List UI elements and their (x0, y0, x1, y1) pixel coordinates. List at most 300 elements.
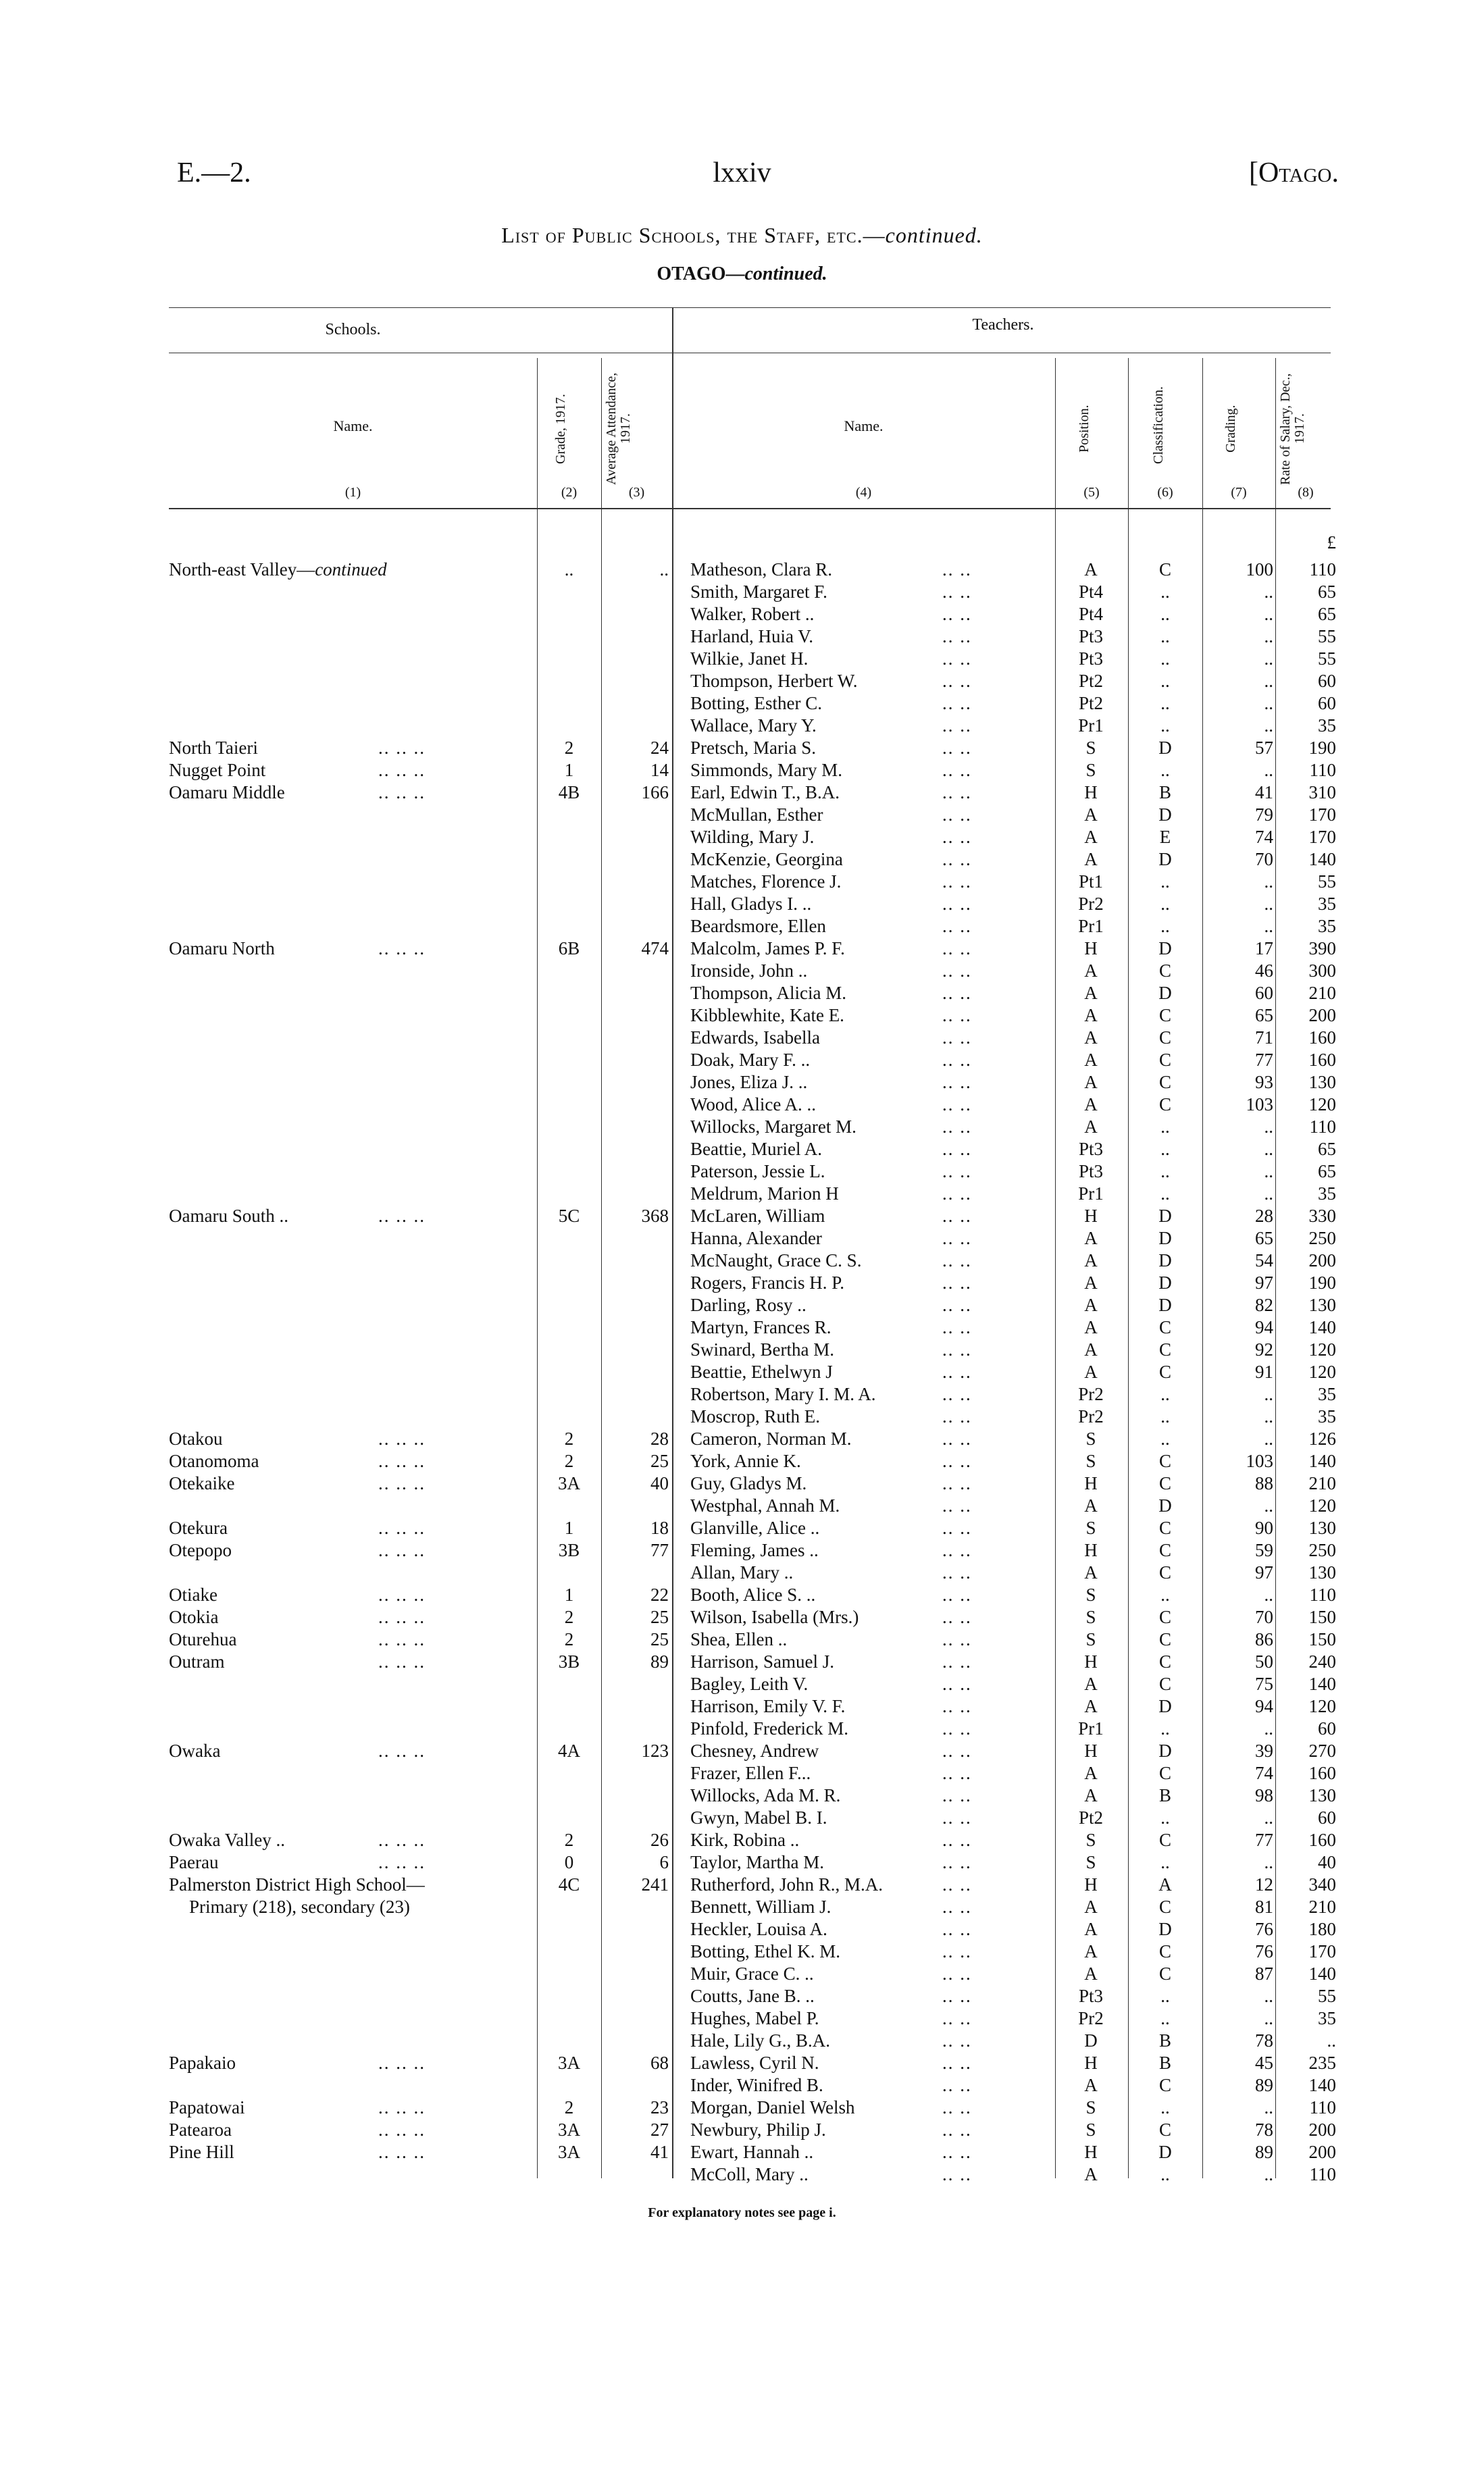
grading-value: .. (1264, 760, 1273, 780)
teacher-name: Muir, Grace C. .. (690, 1964, 814, 1984)
salary-value: 160 (1308, 1763, 1336, 1783)
leader-dots: .. .. .. (378, 1629, 426, 1649)
position-value: H (1084, 1741, 1098, 1761)
position-value: A (1084, 1005, 1098, 1025)
salary-value: 60 (1318, 693, 1336, 713)
grade-value: 2 (564, 1607, 574, 1627)
position-value: Pr1 (1078, 1183, 1104, 1204)
position-value: A (1084, 1897, 1098, 1917)
classification-value: D (1158, 1495, 1172, 1516)
position-value: A (1084, 1050, 1098, 1070)
grading-value: .. (1264, 2097, 1273, 2118)
grading-value: .. (1264, 1429, 1273, 1449)
position-value: Pt1 (1078, 871, 1104, 892)
teacher-name: Kirk, Robina .. (690, 1830, 800, 1850)
salary-value: 120 (1308, 1339, 1336, 1360)
leader-dots: .. .. .. (378, 938, 426, 958)
position-value: S (1085, 1830, 1096, 1850)
teacher-name: Fleming, James .. (690, 1540, 819, 1560)
salary-value: .. (1327, 2030, 1336, 2051)
classification-value: D (1158, 1273, 1172, 1293)
salary-value: 140 (1308, 2075, 1336, 2095)
leader-dots: .. .. (942, 1741, 972, 1761)
table-row (0, 1094, 1484, 1116)
table-row (0, 737, 1484, 759)
teacher-name: Moscrop, Ruth E. (690, 1406, 820, 1427)
salary-value: 140 (1308, 1964, 1336, 1984)
leader-dots: .. .. (942, 1295, 972, 1315)
table-row (0, 1316, 1484, 1339)
leader-dots: .. .. (942, 827, 972, 847)
grading-value: 81 (1255, 1897, 1273, 1917)
position-value: Pt3 (1078, 1986, 1104, 2006)
position-value: S (1085, 1429, 1096, 1449)
grading-value: 46 (1255, 960, 1273, 981)
grading-value: 78 (1255, 2030, 1273, 2051)
grading-value: 39 (1255, 1741, 1273, 1761)
salary-value: 130 (1308, 1072, 1336, 1092)
table-row (0, 648, 1484, 670)
school-name: Otokia (169, 1607, 219, 1627)
table-row (0, 1049, 1484, 1071)
salary-value: 250 (1308, 1228, 1336, 1248)
position-value: H (1084, 1206, 1098, 1226)
grading-value: .. (1264, 2164, 1273, 2184)
position-value: A (1084, 559, 1098, 580)
classification-value: C (1158, 1941, 1171, 1961)
position-value: A (1084, 849, 1098, 869)
teacher-name: McKenzie, Georgina (690, 849, 843, 869)
table-row (0, 625, 1484, 648)
position-value: Pt3 (1078, 1161, 1104, 1181)
table-row (0, 1361, 1484, 1383)
salary-value: 300 (1308, 960, 1336, 981)
teacher-name: Edwards, Isabella (690, 1027, 820, 1048)
teacher-name: Hall, Gladys I. .. (690, 894, 812, 914)
school-name: Otanomoma (169, 1451, 259, 1471)
schools-group-header: Schools. (325, 321, 381, 338)
classification-value: C (1158, 1451, 1171, 1471)
attendance-value: 166 (641, 782, 669, 802)
attendance-value: 28 (650, 1429, 669, 1449)
school-name: Oturehua (169, 1629, 237, 1649)
grading-value: 97 (1255, 1562, 1273, 1583)
grading-value: 79 (1255, 804, 1273, 825)
position-value: S (1085, 738, 1096, 758)
classification-value: .. (1160, 1384, 1170, 1404)
teacher-name: Paterson, Jessie L. (690, 1161, 825, 1181)
leader-dots: .. .. (942, 1585, 972, 1605)
table-row (0, 1562, 1484, 1584)
classification-value: .. (1160, 1117, 1170, 1137)
school-name: Patearoa (169, 2120, 232, 2140)
school-name: North-east Valley—continued (169, 559, 387, 580)
grading-value: 75 (1255, 1674, 1273, 1694)
position-value: A (1084, 960, 1098, 981)
grading-value: 87 (1255, 1964, 1273, 1984)
classification-value: D (1158, 1228, 1172, 1248)
classification-value: D (1158, 1295, 1172, 1315)
teacher-name: Glanville, Alice .. (690, 1518, 820, 1538)
teacher-name: Chesney, Andrew (690, 1741, 819, 1761)
leader-dots: .. .. (942, 1139, 972, 1159)
leader-dots: .. .. (942, 1027, 972, 1048)
grade-value: 4B (558, 782, 580, 802)
salary-value: 110 (1309, 559, 1336, 580)
teacher-name: Botting, Esther C. (690, 693, 822, 713)
leader-dots: .. .. .. (378, 1741, 426, 1761)
table-row (0, 1829, 1484, 1851)
grading-value: 65 (1255, 1005, 1273, 1025)
grading-value: 94 (1255, 1696, 1273, 1716)
salary-value: 130 (1308, 1518, 1336, 1538)
leader-dots: .. .. (942, 559, 972, 580)
position-value: A (1084, 1696, 1098, 1716)
attendance-value: 25 (650, 1451, 669, 1471)
position-value: A (1084, 1027, 1098, 1048)
leader-dots: .. .. (942, 1964, 972, 1984)
grade-value: 2 (564, 1451, 574, 1471)
leader-dots: .. .. (942, 960, 972, 981)
leader-dots: .. .. (942, 1429, 972, 1449)
table-row (0, 1205, 1484, 1227)
table-row (0, 692, 1484, 715)
leader-dots: .. .. (942, 2053, 972, 2073)
leader-dots: .. .. (942, 2097, 972, 2118)
position-value: A (1084, 1273, 1098, 1293)
grading-value: 92 (1255, 1339, 1273, 1360)
position-value: A (1084, 1562, 1098, 1583)
table-row (0, 1851, 1484, 1874)
leader-dots: .. .. .. (378, 738, 426, 758)
leader-dots: .. .. .. (378, 1607, 426, 1627)
table-row (0, 1874, 1484, 1896)
classification-value: C (1158, 2075, 1171, 2095)
grade-value: 2 (564, 1629, 574, 1649)
position-value: A (1084, 1674, 1098, 1694)
salary-value: 330 (1308, 1206, 1336, 1226)
teacher-name: Gwyn, Mabel B. I. (690, 1807, 827, 1828)
salary-value: 65 (1318, 604, 1336, 624)
grading-value: .. (1264, 626, 1273, 646)
classification-value: B (1158, 1785, 1171, 1805)
classification-value: D (1158, 738, 1172, 758)
page-title (0, 223, 1484, 248)
grade-value: 3B (558, 1540, 580, 1560)
position-value: Pr2 (1078, 2008, 1104, 2028)
leader-dots: .. .. (942, 849, 972, 869)
classification-value: C (1158, 1674, 1171, 1694)
leader-dots: .. .. .. (378, 2142, 426, 2162)
table-row (0, 1406, 1484, 1428)
school-name: Pine Hill (169, 2142, 234, 2162)
grading-value: .. (1264, 2008, 1273, 2028)
grade-value: 0 (564, 1852, 574, 1872)
leader-dots: .. .. (942, 715, 972, 736)
position-value: Pt3 (1078, 648, 1104, 669)
salary-value: 210 (1308, 983, 1336, 1003)
table-row (0, 938, 1484, 960)
position-value: H (1084, 2053, 1098, 2073)
teacher-name: Bagley, Leith V. (690, 1674, 809, 1694)
table-row (0, 781, 1484, 804)
teacher-name: Ewart, Hannah .. (690, 2142, 814, 2162)
leader-dots: .. .. (942, 1161, 972, 1181)
classification-header: Classification. (1151, 386, 1166, 465)
table-row (0, 1004, 1484, 1027)
position-value: S (1085, 1629, 1096, 1649)
teacher-name: Earl, Edwin T., B.A. (690, 782, 840, 802)
school-name: Oamaru North (169, 938, 275, 958)
position-value: A (1084, 1362, 1098, 1382)
classification-value: D (1158, 1696, 1172, 1716)
leader-dots: .. .. (942, 871, 972, 892)
classification-value: .. (1160, 1161, 1170, 1181)
position-value: Pt3 (1078, 626, 1104, 646)
teacher-name: Willocks, Ada M. R. (690, 1785, 841, 1805)
school-name: Nugget Point (169, 760, 266, 780)
table-row (0, 848, 1484, 871)
grading-value: 103 (1246, 1094, 1273, 1114)
table-row (0, 1027, 1484, 1049)
classification-value: D (1158, 849, 1172, 869)
classification-value: .. (1160, 693, 1170, 713)
school-name: Otakou (169, 1429, 223, 1449)
classification-value: B (1158, 2053, 1171, 2073)
salary-value: 140 (1308, 849, 1336, 869)
table-row (0, 1695, 1484, 1718)
classification-value: .. (1160, 671, 1170, 691)
teacher-name: McMullan, Esther (690, 804, 823, 825)
salary-value: 40 (1318, 1852, 1336, 1872)
position-value: S (1085, 1607, 1096, 1627)
leader-dots: .. .. (942, 1718, 972, 1739)
grading-value: 45 (1255, 2053, 1273, 2073)
table-row (0, 1918, 1484, 1941)
classification-value: .. (1160, 760, 1170, 780)
section-subtitle: OTAGO—continued. (657, 263, 827, 284)
title-continued: continued. (885, 223, 983, 247)
leader-dots: .. .. (942, 1072, 972, 1092)
classification-value: C (1158, 1050, 1171, 1070)
school-name: Otiake (169, 1585, 218, 1605)
attendance-value: 6 (659, 1852, 669, 1872)
teacher-name: Shea, Ellen .. (690, 1629, 788, 1649)
classification-value: D (1158, 938, 1172, 958)
attendance-value: .. (659, 559, 669, 580)
position-value: Pr1 (1078, 715, 1104, 736)
leader-dots: .. .. (942, 983, 972, 1003)
salary-value: 200 (1308, 1250, 1336, 1271)
leader-dots: .. .. (942, 1050, 972, 1070)
salary-value: 235 (1308, 2053, 1336, 2073)
position-value: S (1085, 1852, 1096, 1872)
position-header: Position. (1077, 405, 1092, 453)
col-number-2: (2) (561, 485, 578, 500)
leader-dots: .. .. (942, 938, 972, 958)
teacher-name: Walker, Robert .. (690, 604, 815, 624)
leader-dots: .. .. (942, 1250, 972, 1271)
leader-dots: .. .. (942, 1807, 972, 1828)
position-value: Pr2 (1078, 1406, 1104, 1427)
classification-value: D (1158, 2142, 1172, 2162)
school-name: Papatowai (169, 2097, 245, 2118)
classification-value: C (1158, 1339, 1171, 1360)
grading-value: 65 (1255, 1228, 1273, 1248)
leader-dots: .. .. .. (378, 2120, 426, 2140)
grading-value: 91 (1255, 1362, 1273, 1382)
leader-dots: .. .. (942, 1094, 972, 1114)
salary-value: 390 (1308, 938, 1336, 958)
grading-value: 60 (1255, 983, 1273, 1003)
grading-value: .. (1264, 1986, 1273, 2006)
teacher-name: Frazer, Ellen F... (690, 1763, 811, 1783)
salary-value: 310 (1308, 782, 1336, 802)
attendance-value: 77 (650, 1540, 669, 1560)
classification-value: D (1158, 983, 1172, 1003)
grading-value: .. (1264, 871, 1273, 892)
teacher-name: Wilding, Mary J. (690, 827, 815, 847)
leader-dots: .. .. (942, 1362, 972, 1382)
table-row (0, 2163, 1484, 2186)
grade-value: 4C (558, 1874, 580, 1895)
leader-dots: .. .. (942, 2075, 972, 2095)
col-number-1: (1) (344, 485, 361, 500)
school-name: Otekaike (169, 1473, 235, 1493)
grade-value: 3A (558, 1473, 580, 1493)
grading-value: .. (1264, 715, 1273, 736)
classification-value: C (1158, 1629, 1171, 1649)
table-row (0, 1428, 1484, 1450)
position-value: S (1085, 1585, 1096, 1605)
salary-value: 140 (1308, 1451, 1336, 1471)
salary-value: 170 (1308, 827, 1336, 847)
teacher-name: Rogers, Francis H. P. (690, 1273, 844, 1293)
salary-value: 150 (1308, 1607, 1336, 1627)
classification-value: .. (1160, 2164, 1170, 2184)
table-row (0, 1896, 1484, 1918)
classification-value: C (1158, 1763, 1171, 1783)
school-name: Otekura (169, 1518, 228, 1538)
table-row (0, 1963, 1484, 1985)
position-value: A (1084, 1964, 1098, 1984)
position-value: H (1084, 1473, 1098, 1493)
table-row (0, 2097, 1484, 2119)
teacher-name: Thompson, Herbert W. (690, 671, 858, 691)
salary-value: 35 (1318, 916, 1336, 936)
position-value: A (1084, 1317, 1098, 1337)
table-row (0, 1272, 1484, 1294)
position-value: A (1084, 1228, 1098, 1248)
leader-dots: .. .. (942, 1874, 972, 1895)
leader-dots: .. .. (942, 1317, 972, 1337)
grade-value: 1 (564, 1585, 574, 1605)
leader-dots: .. .. .. (378, 1518, 426, 1538)
teacher-name: Hanna, Alexander (690, 1228, 822, 1248)
attendance-value: 368 (641, 1206, 669, 1226)
salary-value: 210 (1308, 1897, 1336, 1917)
grade-value: 2 (564, 2097, 574, 2118)
salary-value: 140 (1308, 1317, 1336, 1337)
table-row (0, 1339, 1484, 1361)
position-value: S (1085, 2120, 1096, 2140)
salary-value: 120 (1308, 1696, 1336, 1716)
grading-value: .. (1264, 1718, 1273, 1739)
position-value: A (1084, 1072, 1098, 1092)
table-row (0, 1673, 1484, 1695)
grading-value: 100 (1246, 559, 1273, 580)
grading-value: 97 (1255, 1273, 1273, 1293)
grading-value: .. (1264, 671, 1273, 691)
teacher-name: Heckler, Louisa A. (690, 1919, 827, 1939)
table-row (0, 1250, 1484, 1272)
teacher-name: Robertson, Mary I. M. A. (690, 1384, 876, 1404)
classification-value: D (1158, 1250, 1172, 1271)
leader-dots: .. .. (942, 1273, 972, 1293)
leader-dots: .. .. (942, 1986, 972, 2006)
teacher-name: Coutts, Jane B. .. (690, 1986, 815, 2006)
leader-dots: .. .. (942, 1852, 972, 1872)
grading-value: 12 (1255, 1874, 1273, 1895)
salary-value: 200 (1308, 2120, 1336, 2140)
leader-dots: .. .. (942, 1562, 972, 1583)
table-row (0, 759, 1484, 781)
leader-dots: .. .. (942, 760, 972, 780)
leader-dots: .. .. (942, 1540, 972, 1560)
leader-dots: .. .. .. (378, 1206, 426, 1226)
teacher-name: McNaught, Grace C. S. (690, 1250, 862, 1271)
col-number-7: (7) (1231, 485, 1247, 500)
classification-value: C (1158, 1317, 1171, 1337)
position-value: A (1084, 1495, 1098, 1516)
salary-value: 35 (1318, 894, 1336, 914)
classification-value: D (1158, 1206, 1172, 1226)
grading-value: 90 (1255, 1518, 1273, 1538)
grading-value: .. (1264, 894, 1273, 914)
position-value: Pt4 (1078, 582, 1104, 602)
table-row (0, 2052, 1484, 2074)
table-row (0, 2007, 1484, 2030)
grade-value: 2 (564, 738, 574, 758)
teacher-name: Meldrum, Marion H (690, 1183, 839, 1204)
position-value: A (1084, 983, 1098, 1003)
position-value: A (1084, 2164, 1098, 2184)
position-value: D (1084, 2030, 1098, 2051)
classification-value: C (1158, 1072, 1171, 1092)
teacher-name: Bennett, William J. (690, 1897, 831, 1917)
grading-value: 76 (1255, 1919, 1273, 1939)
salary-value: 110 (1309, 760, 1336, 780)
table-row (0, 2141, 1484, 2163)
classification-value: C (1158, 1830, 1171, 1850)
teacher-name: Lawless, Cyril N. (690, 2053, 819, 2073)
grading-value: 59 (1255, 1540, 1273, 1560)
teacher-name: Cameron, Norman M. (690, 1429, 852, 1449)
school-name: Outram (169, 1651, 225, 1672)
leader-dots: .. .. (942, 804, 972, 825)
salary-value: 110 (1309, 1117, 1336, 1137)
table-row (0, 804, 1484, 826)
grading-value: 103 (1246, 1451, 1273, 1471)
leader-dots: .. .. (942, 1005, 972, 1025)
salary-value: 55 (1318, 626, 1336, 646)
salary-value: 130 (1308, 1785, 1336, 1805)
salary-value: 180 (1308, 1919, 1336, 1939)
position-value: H (1084, 938, 1098, 958)
leader-dots: .. .. (942, 1384, 972, 1404)
attendance-value: 26 (650, 1830, 669, 1850)
grading-value: 76 (1255, 1941, 1273, 1961)
